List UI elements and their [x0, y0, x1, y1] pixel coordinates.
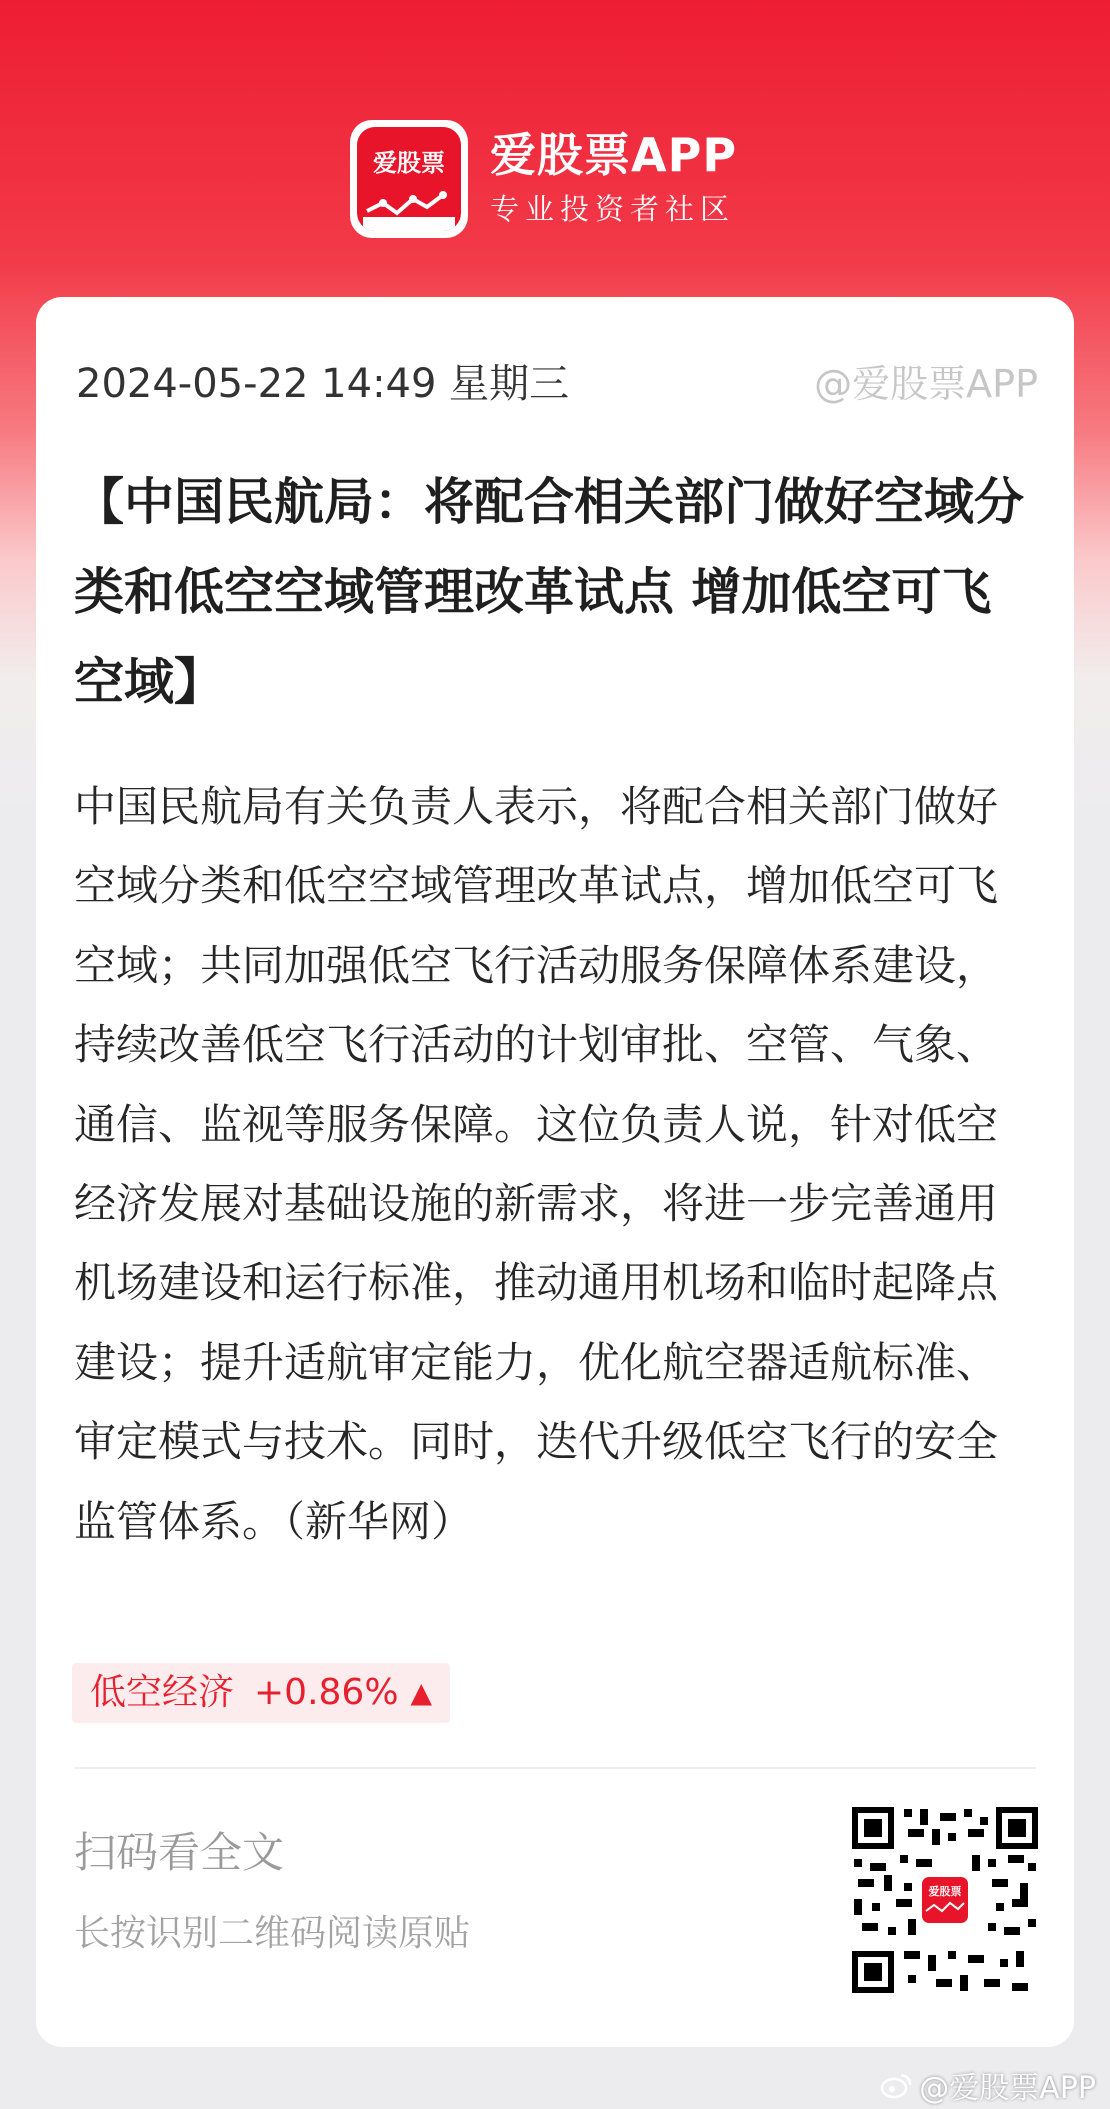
watermark-text: @爱股票APP [919, 2071, 1096, 2106]
post-body: 中国民航局有关负责人表示，将配合相关部门做好空域分类和低空空域管理改革试点，增加低空可飞空域；共同加强低空飞行活动服务保障体系建设，持续改善低空飞行活动的计划审批、空管、气象、通信、监视等服务保障。这位负责人说，针对低空经济发展对基础设施的新需求，将进一步完善通用机场建设和运行标准，推动通用机场和临时起降点建设；提升适航审定能力，优化航空器适航标准、审定模式与技术。同时，迭代升级低空飞行的安全监管体系。（新华网） [74, 782, 999, 1546]
app-name: 爱股票APP [490, 128, 738, 182]
app-header [350, 118, 737, 240]
app-logo [350, 120, 468, 238]
stock-tag[interactable] [72, 1663, 450, 1723]
qr-logo-text: 爱股票 [928, 1885, 962, 1898]
watermark [879, 2063, 1096, 2107]
qr-code[interactable] [850, 1805, 1040, 1995]
stock-line-icon [363, 171, 455, 231]
scan-subtitle: 长按识别二维码阅读原贴 [74, 1913, 471, 1954]
post-title: 【中国民航局：将配合相关部门做好空域分类和低空空域管理改革试点 增加低空可飞空域】 [74, 473, 1024, 711]
post-source[interactable]: @爱股票APP [814, 362, 1038, 406]
scan-title: 扫码看全文 [74, 1828, 285, 1877]
post-meta [76, 359, 1036, 409]
stock-tag-name: 低空经济 [90, 1672, 235, 1713]
post-datetime: 2024-05-22 14:49 星期三 [76, 361, 570, 407]
divider [74, 1767, 1036, 1769]
weibo-icon [879, 2071, 913, 2099]
post-card [36, 297, 1074, 2047]
logo-text: 爱股票 [373, 149, 445, 177]
stock-tag-change: +0.86% [254, 1672, 399, 1713]
app-slogan: 专业投资者社区 [490, 192, 736, 226]
up-arrow-icon: ▲ [410, 1676, 433, 1709]
